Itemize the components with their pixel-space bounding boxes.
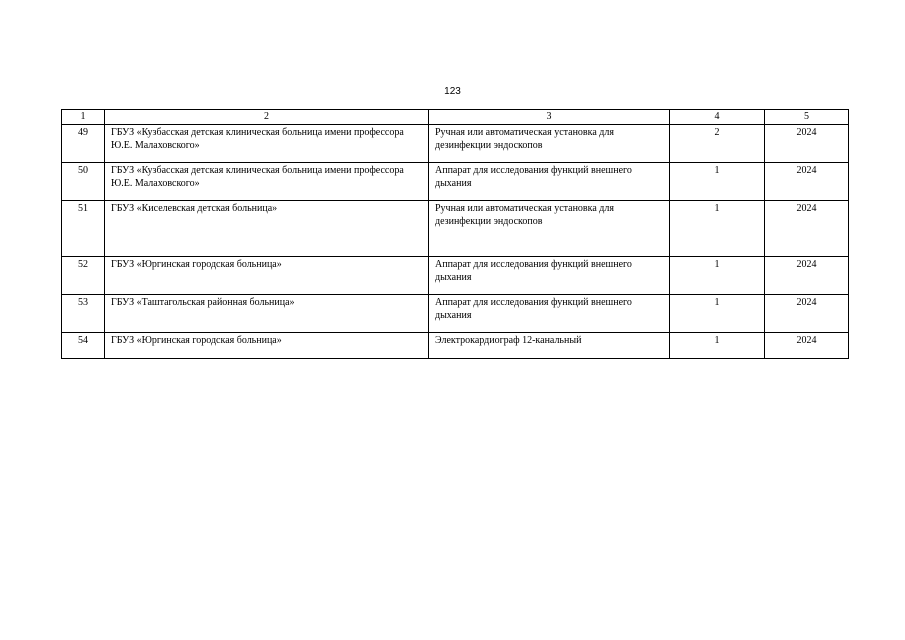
equipment-table <box>61 109 849 359</box>
year-cell: 2024 <box>765 163 849 201</box>
year-cell: 2024 <box>765 201 849 257</box>
page-number: 123 <box>444 86 461 97</box>
header-col-3: 3 <box>429 110 670 125</box>
table-row <box>62 201 849 257</box>
header-col-1: 1 <box>62 110 105 125</box>
organization-cell: ГБУЗ «Юргинская городская больница» <box>105 333 429 359</box>
equipment-cell: Аппарат для исследования функций внешнего дыхания <box>429 295 670 333</box>
quantity-cell: 1 <box>670 257 765 295</box>
equipment-cell: Аппарат для исследования функций внешнего дыхания <box>429 163 670 201</box>
table-header-row <box>62 110 849 125</box>
quantity-cell: 1 <box>670 201 765 257</box>
year-cell: 2024 <box>765 125 849 163</box>
equipment-cell: Электрокардиограф 12-канальный <box>429 333 670 359</box>
equipment-cell: Аппарат для исследования функций внешнего дыхания <box>429 257 670 295</box>
year-cell: 2024 <box>765 333 849 359</box>
row-number: 54 <box>62 333 105 359</box>
quantity-cell: 1 <box>670 163 765 201</box>
header-col-4: 4 <box>670 110 765 125</box>
year-cell: 2024 <box>765 295 849 333</box>
row-number: 52 <box>62 257 105 295</box>
quantity-cell: 1 <box>670 333 765 359</box>
organization-cell: ГБУЗ «Кузбасская детская клиническая больница имени профессора Ю.Е. Малаховского» <box>105 163 429 201</box>
organization-cell: ГБУЗ «Киселевская детская больница» <box>105 201 429 257</box>
row-number: 51 <box>62 201 105 257</box>
quantity-cell: 1 <box>670 295 765 333</box>
row-number: 49 <box>62 125 105 163</box>
organization-cell: ГБУЗ «Юргинская городская больница» <box>105 257 429 295</box>
organization-cell: ГБУЗ «Кузбасская детская клиническая больница имени профессора Ю.Е. Малаховского» <box>105 125 429 163</box>
row-number: 53 <box>62 295 105 333</box>
header-col-2: 2 <box>105 110 429 125</box>
equipment-cell: Ручная или автоматическая установка для дезинфекции эндоскопов <box>429 125 670 163</box>
equipment-cell: Ручная или автоматическая установка для дезинфекции эндоскопов <box>429 201 670 257</box>
row-number: 50 <box>62 163 105 201</box>
table-row <box>62 163 849 201</box>
table-row <box>62 125 849 163</box>
organization-cell: ГБУЗ «Таштагольская районная больница» <box>105 295 429 333</box>
year-cell: 2024 <box>765 257 849 295</box>
table-row <box>62 333 849 359</box>
table-row <box>62 257 849 295</box>
quantity-cell: 2 <box>670 125 765 163</box>
header-col-5: 5 <box>765 110 849 125</box>
table-row <box>62 295 849 333</box>
